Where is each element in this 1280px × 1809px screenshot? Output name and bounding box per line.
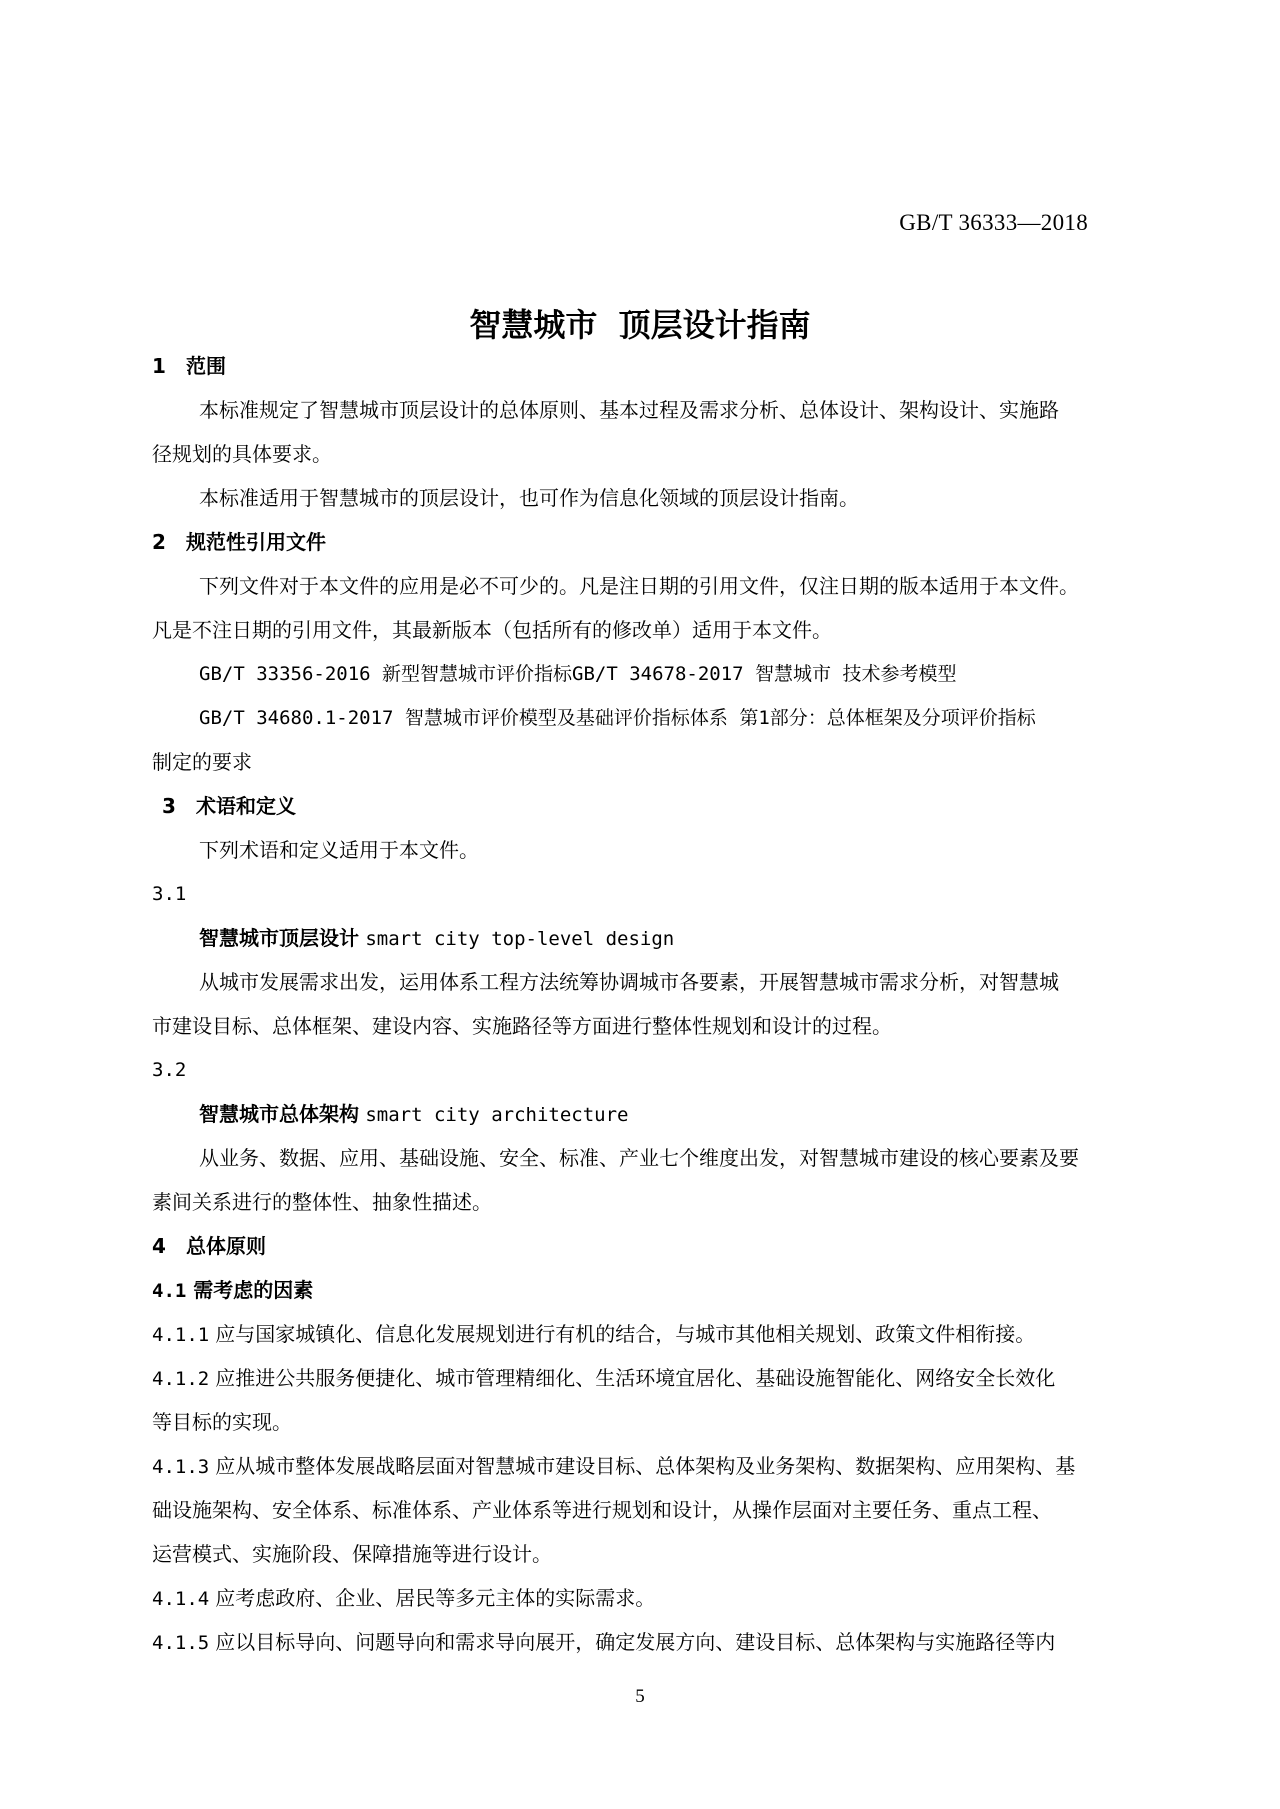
paragraph-line: 下列术语和定义适用于本文件。 xyxy=(199,838,479,862)
term-number: 3.2 xyxy=(152,1059,187,1081)
reference-line: 制定的要求 xyxy=(152,750,252,774)
term-english: smart city architecture xyxy=(365,1104,629,1126)
document-title: 智慧城市 顶层设计指南 xyxy=(469,306,811,344)
section-title: 术语和定义 xyxy=(196,794,296,818)
clause-number: 4.1.1 xyxy=(152,1324,210,1346)
clause-4-1-3 xyxy=(152,1444,1137,1488)
section-number: 1 xyxy=(152,354,166,378)
clause-number: 4.1.5 xyxy=(152,1632,210,1654)
term-chinese: 智慧城市总体架构 xyxy=(199,1102,359,1126)
reference-line: GB/T 33356-2016 新型智慧城市评价指标GB/T 34678-2017 智慧城市 技术参考模型 xyxy=(199,663,957,685)
term-entry xyxy=(152,916,1137,960)
term-number: 3.1 xyxy=(152,883,187,905)
definition-line: 从业务、数据、应用、基础设施、安全、标准、产业七个维度出发，对智慧城市建设的核心要素及要 xyxy=(199,1146,1079,1170)
section-1-heading xyxy=(152,344,1137,388)
page-number: 5 xyxy=(635,1686,645,1707)
subsection-4-1-heading xyxy=(152,1268,1137,1312)
clause-number: 4.1.3 xyxy=(152,1456,210,1478)
paragraph-line: 径规划的具体要求。 xyxy=(152,442,332,466)
clause-line: 等目标的实现。 xyxy=(152,1410,292,1434)
reference-line: GB/T 34680.1-2017 智慧城市评价模型及基础评价指标体系 第1部分：总体框架及分项评价指标 xyxy=(199,707,1036,729)
clause-text: 应与国家城镇化、信息化发展规划进行有机的结合，与城市其他相关规划、政策文件相衔接。 xyxy=(215,1322,1036,1346)
clause-line: 运营模式、实施阶段、保障措施等进行设计。 xyxy=(152,1542,552,1566)
clause-line: 础设施架构、安全体系、标准体系、产业体系等进行规划和设计，从操作层面对主要任务、重点工程、 xyxy=(152,1498,1052,1522)
clause-text: 应推进公共服务便捷化、城市管理精细化、生活环境宜居化、基础设施智能化、网络安全长效化 xyxy=(215,1366,1056,1390)
document-body xyxy=(152,344,1137,1664)
clause-4-1-5 xyxy=(152,1620,1137,1664)
clause-4-1-4 xyxy=(152,1576,1137,1620)
term-english: smart city top-level design xyxy=(365,928,675,950)
clause-text: 应从城市整体发展战略层面对智慧城市建设目标、总体架构及业务架构、数据架构、应用架构、基 xyxy=(215,1454,1076,1478)
clause-text: 应以目标导向、问题导向和需求导向展开，确定发展方向、建设目标、总体架构与实施路径等内 xyxy=(215,1630,1056,1654)
clause-number: 4.1.2 xyxy=(152,1368,210,1390)
clause-4-1-2 xyxy=(152,1356,1137,1400)
subsection-title: 需考虑的因素 xyxy=(193,1278,314,1302)
section-number: 3 xyxy=(162,794,176,818)
section-4-heading xyxy=(152,1224,1137,1268)
term-chinese: 智慧城市顶层设计 xyxy=(199,926,359,950)
section-title: 范围 xyxy=(186,354,226,378)
clause-4-1-1 xyxy=(152,1312,1137,1356)
section-title: 规范性引用文件 xyxy=(186,530,326,554)
definition-line: 素间关系进行的整体性、抽象性描述。 xyxy=(152,1190,492,1214)
paragraph-line: 本标准适用于智慧城市的顶层设计，也可作为信息化领域的顶层设计指南。 xyxy=(199,486,859,510)
section-number: 4 xyxy=(152,1234,166,1258)
section-3-heading xyxy=(152,784,1137,828)
definition-line: 从城市发展需求出发，运用体系工程方法统筹协调城市各要素，开展智慧城市需求分析，对智慧城 xyxy=(199,970,1059,994)
paragraph-line: 下列文件对于本文件的应用是必不可少的。凡是注日期的引用文件，仅注日期的版本适用于本文件。 xyxy=(199,574,1079,598)
section-title: 总体原则 xyxy=(186,1234,266,1258)
paragraph-line: 凡是不注日期的引用文件，其最新版本（包括所有的修改单）适用于本文件。 xyxy=(152,618,832,642)
definition-line: 市建设目标、总体框架、建设内容、实施路径等方面进行整体性规划和设计的过程。 xyxy=(152,1014,892,1038)
clause-text: 应考虑政府、企业、居民等多元主体的实际需求。 xyxy=(215,1586,656,1610)
paragraph-line: 本标准规定了智慧城市顶层设计的总体原则、基本过程及需求分析、总体设计、架构设计、实施路 xyxy=(199,398,1059,422)
standard-code: GB/T 36333—2018 xyxy=(899,210,1088,235)
term-entry xyxy=(152,1092,1137,1136)
clause-number: 4.1.4 xyxy=(152,1588,210,1610)
section-2-heading xyxy=(152,520,1137,564)
section-number: 2 xyxy=(152,530,166,554)
subsection-number: 4.1 xyxy=(152,1280,187,1302)
